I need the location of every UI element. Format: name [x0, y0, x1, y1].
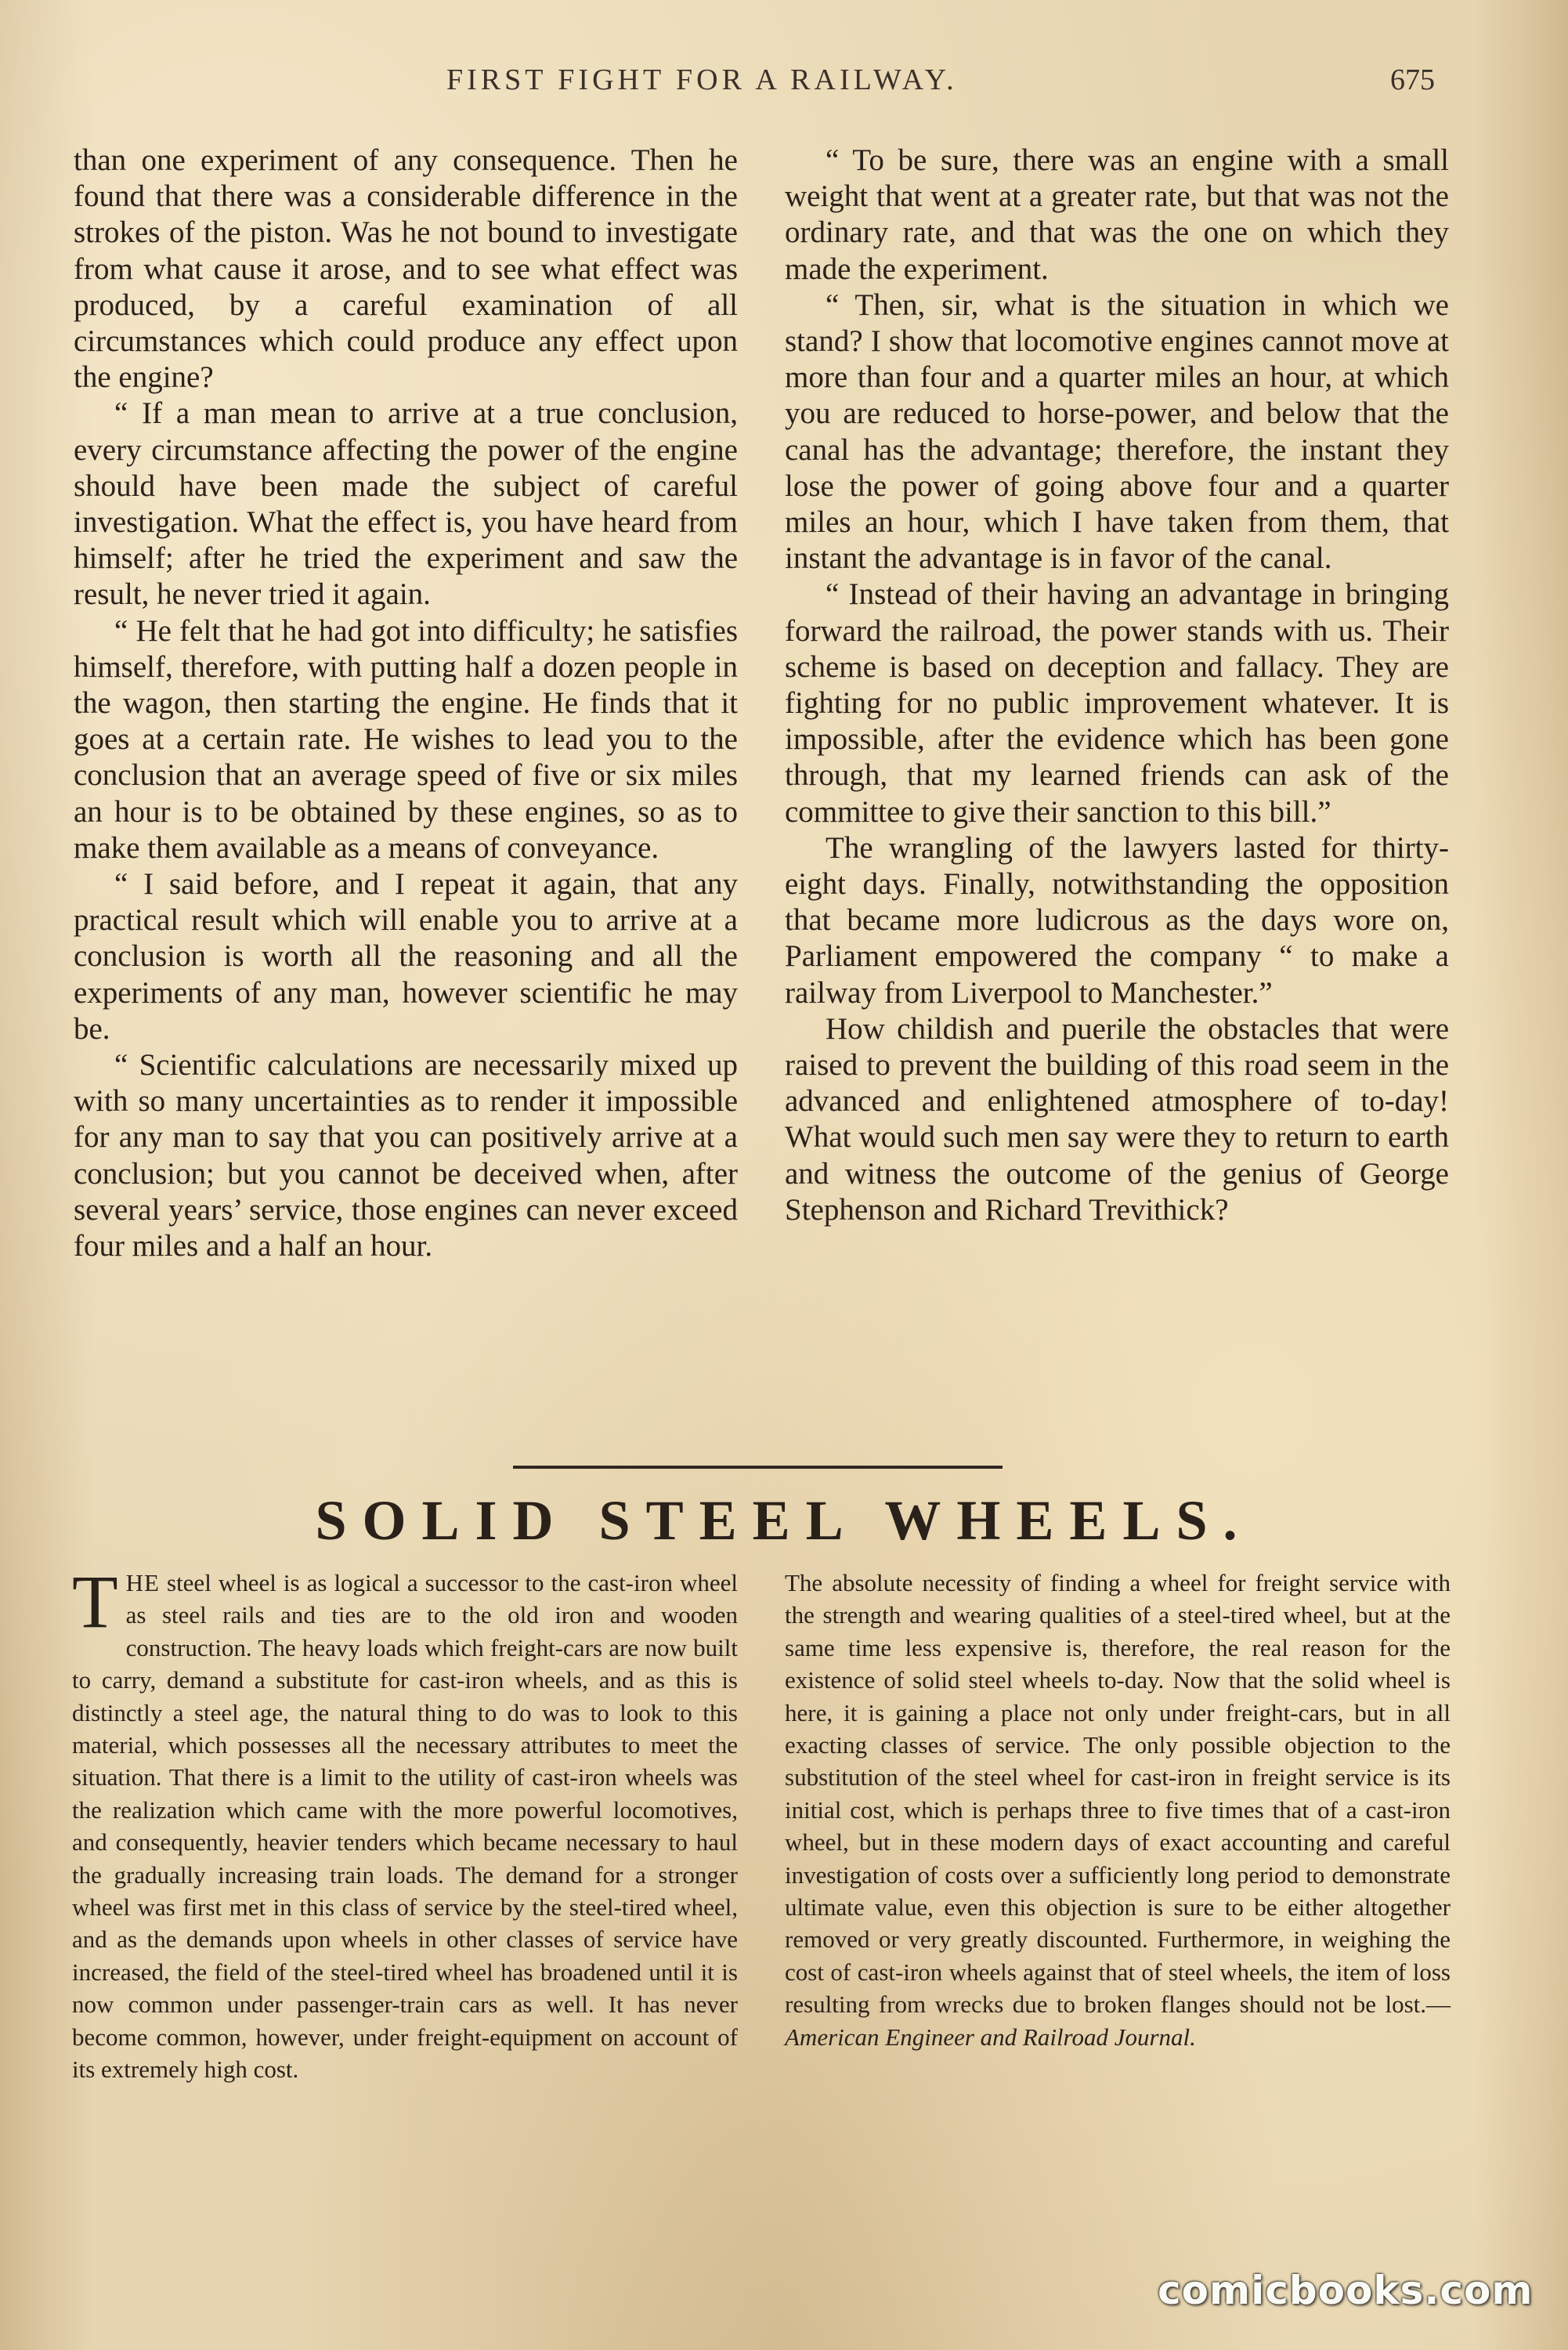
paragraph-text: The absolute necessity of finding a wheel for freight service with the strength and wearing qualities of a steel-tired wheel, but at the same time less expensive is, therefore, the real reason for the existence of solid steel wheels to-day. Now that the solid wheel is here, it is gaining a place not only under freight-cars, but in all exacting classes of service. The only possible objection to the substitution of the steel wheel for cast-iron in freight service is its initial cost, which is perhaps three to five times that of a cast-iron wheel, but in these modern days of exact accounting and careful investigation of costs over a sufficiently long period to demonstrate ultimate value, even this objection is sure to be either altogether removed or very greatly discounted. Furthermore, in weighing the cost of cast-iron wheels against that of steel wheels, the item of loss resulting from wrecks due to broken flanges should not be lost.— — [785, 1569, 1451, 2019]
steel-wheels-column-left — [72, 1560, 738, 2086]
paragraph: than one experiment of any consequence. Then he found that there was a considerable difference in the strokes of the piston. Was he not bound to investigate from what cause it arose, and to see what effect was produced, by a careful examination of all circumstances which could produce any effect upon the engine? — [74, 143, 738, 395]
section-divider — [513, 1466, 1003, 1469]
drop-cap: T — [72, 1560, 118, 1643]
page-number: 675 — [1390, 63, 1435, 96]
running-head — [0, 63, 1568, 110]
paragraph: “ To be sure, there was an engine with a small weight that went at a greater rate, but that was not the ordinary rate, and that was the one on which they made the experiment. — [785, 143, 1449, 286]
running-title: FIRST FIGHT FOR A RAILWAY. — [446, 63, 958, 96]
paragraph — [72, 1560, 738, 2086]
source-citation: American Engineer and Railroad Journal. — [785, 2023, 1196, 2051]
article-title: SOLID STEEL WHEELS. — [315, 1489, 1253, 1552]
article-column-right — [785, 143, 1449, 1228]
paragraph: How childish and puerile the obstacles that were raised to prevent the building of this road seem in the advanced and enlightened atmosphere of to-day! What would such men say were they to return to earth and witness the outcome of the genius of George Stephenson and Richard Trevithick? — [785, 1011, 1449, 1227]
paragraph-text: steel wheel is as logical a successor to the cast-iron wheel as steel rails and ties are to the old iron and wooden construction. The heavy loads which freight-cars are now built to carry, demand a substitute for cast-iron wheels, and as this is distinctly a steel age, the natural thing to do was to look to this material, which possesses all the necessary attributes to meet the situation. That there is a limit to the utility of cast-iron wheels was the realization which came with the more powerful locomotives, and consequently, heavier tenders which became necessary to haul the gradually increasing train loads. The demand for a stronger wheel was first met in this class of service by the steel-tired wheel, and as the demands upon wheels in other classes of service have increased, the field of the steel-tired wheel has broadened until it is now common under passenger-train cars as well. It has never become common, however, under freight-equipment on account of its extremely high cost. — [72, 1569, 738, 2084]
paragraph: “ Instead of their having an advantage in bringing forward the railroad, the power stands with us. Their scheme is based on deception and fallacy. They are fighting for no public improvement whatever. It is impossible, after the evidence which has been gone through, that my learned friends can ask of the committee to give their sanction to this bill.” — [785, 577, 1449, 829]
paragraph: “ If a man mean to arrive at a true conclusion, every circumstance affecting the power of the engine should have been made the subject of careful investigation. What the effect is, you have heard from himself; after he tried the experiment and saw the result, he never tried it again. — [74, 396, 738, 612]
watermark-logo: comicbooks.com — [1158, 2268, 1534, 2313]
paragraph: “ I said before, and I repeat it again, that any practical result which will enable you to arrive at a conclusion is worth all the reasoning and all the experiments of any man, however scientific he may be. — [74, 867, 738, 1046]
paragraph — [785, 1567, 1451, 2053]
article-column-left — [74, 143, 738, 1264]
steel-wheels-column-right — [785, 1567, 1451, 2053]
paragraph: “ He felt that he had got into difficulty; he satisfies himself, therefore, with putting half a dozen people in the wagon, then starting the engine. He finds that it goes at a certain rate. He wishes to lead you to the conclusion that an average speed of five or six miles an hour is to be obtained by these engines, so as to make them available as a means of conveyance. — [74, 613, 738, 865]
lead-caps: HE — [125, 1569, 160, 1596]
paragraph: “ Scientific calculations are necessarily mixed up with so many uncertainties as to render it impossible for any man to say that you can positively arrive at a conclusion; but you cannot be deceived when, after several years’ service, those engines can never exceed four miles and a half an hour. — [74, 1048, 738, 1264]
paragraph: “ Then, sir, what is the situation in which we stand? I show that locomotive engines cannot move at more than four and a quarter miles an hour, at which you are reduced to horse-power, and below that the canal has the advantage; therefore, the instant they lose the power of going above four and a quarter miles an hour, which I have taken from them, that instant the advantage is in favor of the canal. — [785, 287, 1449, 576]
paragraph: The wrangling of the lawyers lasted for thirty-eight days. Finally, notwithstanding the opposition that became more ludicrous as the days wore on, Parliament empowered the company “ to make a railway from Liverpool to Manchester.” — [785, 830, 1449, 1010]
